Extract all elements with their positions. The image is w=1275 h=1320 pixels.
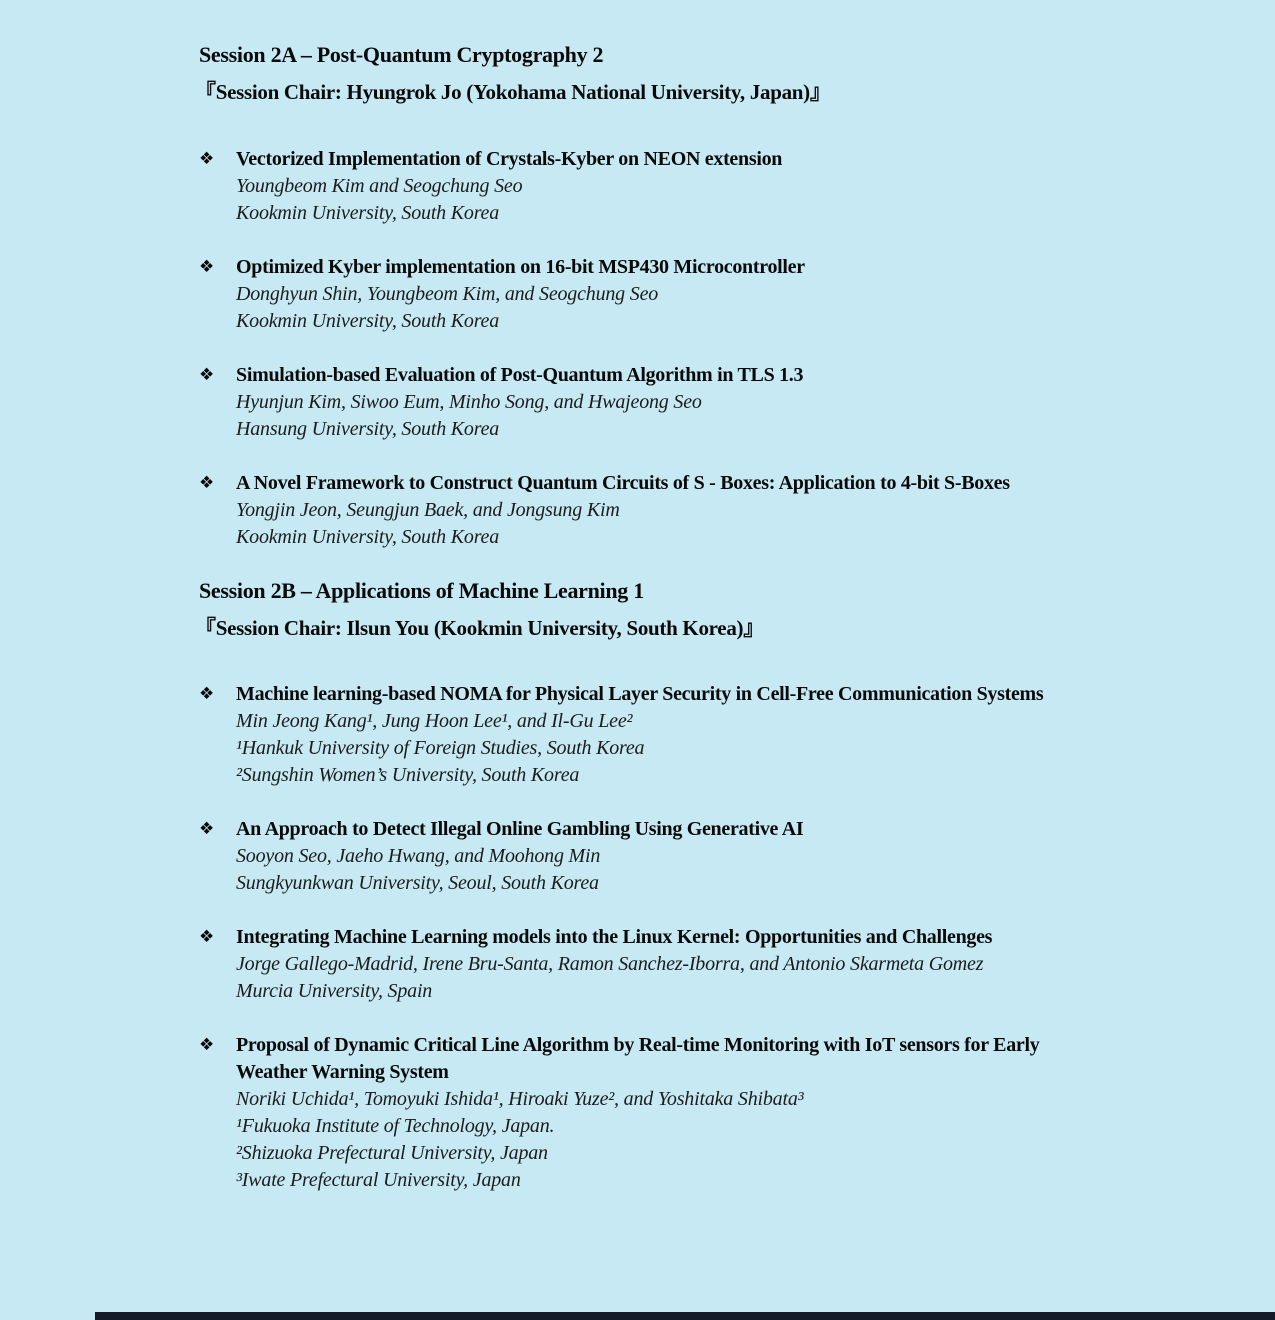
- paper-authors: Yongjin Jeon, Seungjun Baek, and Jongsung Kim: [236, 498, 620, 521]
- paper-affiliation: ²Sungshin Women’s University, South Korea: [236, 764, 580, 787]
- paper-affiliation: Hansung University, South Korea: [236, 417, 500, 440]
- paper-list: [199, 681, 1139, 1194]
- paper-affiliation: ¹Hankuk University of Foreign Studies, South Korea: [236, 737, 645, 760]
- paper-title: Integrating Machine Learning models into the Linux Kernel: Opportunities and Challenges: [236, 926, 993, 949]
- paper-item: [199, 924, 1139, 1005]
- session-title: Session 2B – Applications of Machine Learning 1: [199, 577, 644, 603]
- paper-affiliation: Sungkyunkwan University, Seoul, South Korea: [236, 872, 599, 895]
- paper-title: Machine learning-based NOMA for Physical Layer Security in Cell-Free Communication Systems: [236, 683, 1044, 706]
- paper-title: Vectorized Implementation of Crystals-Kyber on NEON extension: [236, 147, 783, 170]
- paper-authors: Youngbeom Kim and Seogchung Seo: [236, 174, 523, 197]
- paper-affiliation: Kookmin University, South Korea: [236, 309, 500, 332]
- diamond-bullet-icon: ❖: [199, 364, 215, 385]
- session-block-2a: [195, 42, 1139, 551]
- paper-title: An Approach to Detect Illegal Online Gambling Using Generative AI: [236, 818, 804, 841]
- diamond-bullet-icon: ❖: [199, 684, 215, 705]
- paper-item: [199, 254, 1139, 335]
- paper-item: [199, 816, 1139, 897]
- diamond-bullet-icon: ❖: [199, 256, 215, 277]
- paper-affiliation: ³Iwate Prefectural University, Japan: [236, 1169, 521, 1192]
- diamond-bullet-icon: ❖: [199, 819, 215, 840]
- diamond-bullet-icon: ❖: [199, 927, 215, 948]
- session-chair: 『Session Chair: Hyungrok Jo (Yokohama National University, Japan)』: [195, 80, 831, 105]
- paper-title: Proposal of Dynamic Critical Line Algorithm by Real-time Monitoring with IoT sensors for Early Weather Warning System: [236, 1034, 1040, 1084]
- paper-authors: Jorge Gallego-Madrid, Irene Bru-Santa, Ramon Sanchez-Iborra, and Antonio Skarmeta Gomez: [236, 953, 984, 976]
- paper-affiliation: Kookmin University, South Korea: [236, 525, 500, 548]
- paper-item: [199, 470, 1139, 551]
- session-block-2b: [195, 577, 1139, 1195]
- paper-item: [199, 1032, 1139, 1194]
- paper-title: Simulation-based Evaluation of Post-Quantum Algorithm in TLS 1.3: [236, 363, 804, 386]
- paper-list: [199, 146, 1139, 551]
- page-edge-bar: [95, 1312, 1275, 1320]
- diamond-bullet-icon: ❖: [199, 148, 215, 169]
- paper-title: A Novel Framework to Construct Quantum Circuits of S - Boxes: Application to 4-bit S-Boxes: [236, 471, 1010, 494]
- paper-affiliation: Kookmin University, South Korea: [236, 201, 500, 224]
- paper-item: [199, 146, 1139, 227]
- paper-affiliation: ¹Fukuoka Institute of Technology, Japan.: [236, 1115, 555, 1138]
- paper-title: Optimized Kyber implementation on 16-bit MSP430 Microcontroller: [236, 255, 805, 278]
- paper-authors: Donghyun Shin, Youngbeom Kim, and Seogchung Seo: [236, 282, 659, 305]
- paper-item: [199, 362, 1139, 443]
- diamond-bullet-icon: ❖: [199, 1035, 215, 1056]
- paper-authors: Noriki Uchida¹, Tomoyuki Ishida¹, Hiroaki Yuze², and Yoshitaka Shibata³: [236, 1088, 804, 1111]
- session-title: Session 2A – Post-Quantum Cryptography 2: [199, 42, 604, 67]
- program-page: [195, 42, 1139, 1221]
- paper-authors: Sooyon Seo, Jaeho Hwang, and Moohong Min: [236, 845, 601, 868]
- paper-item: [199, 681, 1139, 789]
- paper-affiliation: Murcia University, Spain: [236, 980, 433, 1003]
- paper-authors: Min Jeong Kang¹, Jung Hoon Lee¹, and Il-Gu Lee²: [236, 710, 633, 733]
- paper-authors: Hyunjun Kim, Siwoo Eum, Minho Song, and Hwajeong Seo: [236, 390, 702, 413]
- diamond-bullet-icon: ❖: [199, 472, 215, 493]
- paper-affiliation: ²Shizuoka Prefectural University, Japan: [236, 1142, 548, 1165]
- session-chair: 『Session Chair: Ilsun You (Kookmin University, South Korea)』: [195, 615, 764, 640]
